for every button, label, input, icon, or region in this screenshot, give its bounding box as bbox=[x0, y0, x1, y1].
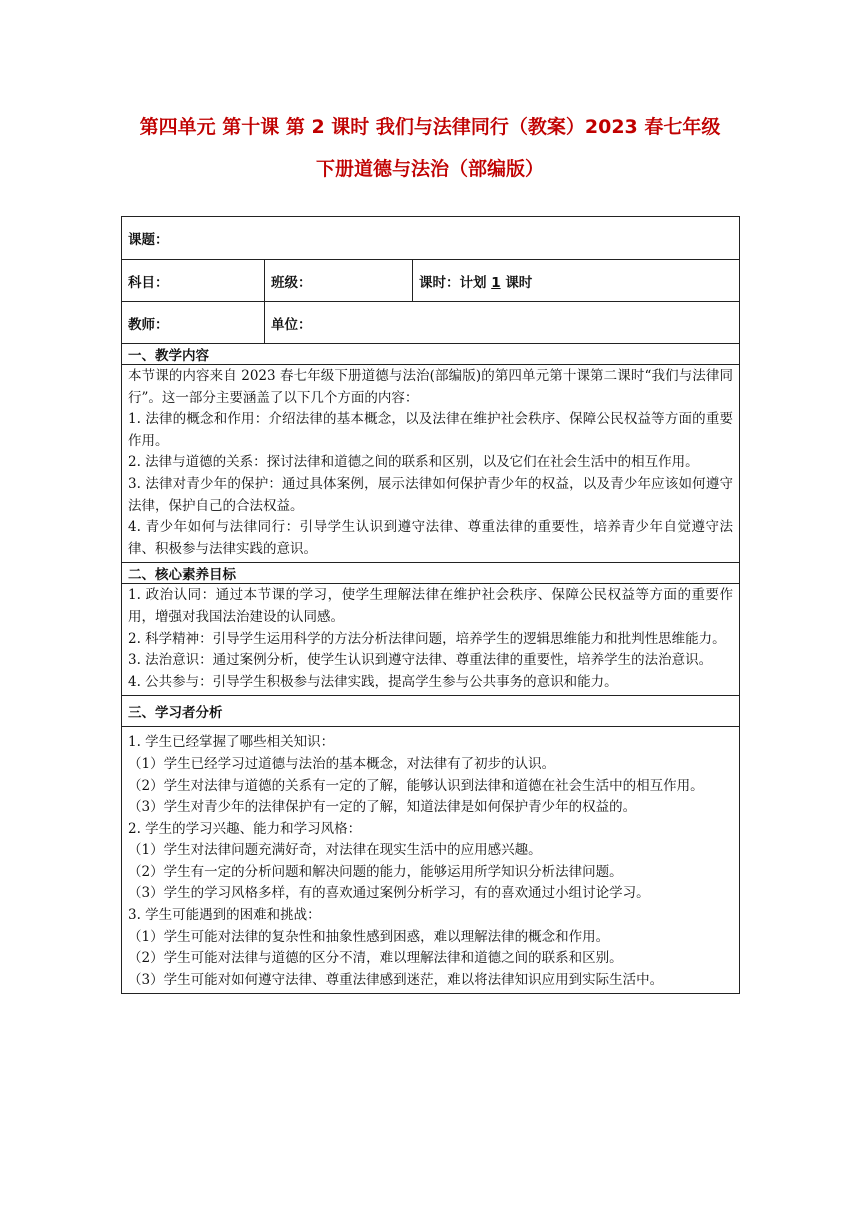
paragraph: 4. 青少年如何与法律同行：引导学生认识到遵守法律、尊重法律的重要性，培养青少年自觉遵守法律、积极参与法律实践的意识。 bbox=[128, 519, 734, 557]
document-title-line-2: 下册道德与法治（部编版） bbox=[315, 158, 544, 180]
unit-label: 单位： bbox=[265, 302, 740, 344]
section-body bbox=[122, 727, 740, 994]
paragraph: 2. 科学精神：引导学生运用科学的方法分析法律问题，培养学生的逻辑思维能力和批判性思维能力。 bbox=[128, 630, 726, 647]
paragraph: 3. 法治意识：通过案例分析，使学生认识到遵守法律、尊重法律的重要性，培养学生的法治意识。 bbox=[128, 652, 713, 669]
section-heading: 二、核心素养目标 bbox=[122, 563, 740, 584]
section-heading: 三、学习者分析 bbox=[122, 696, 740, 727]
paragraph: 2. 法律与道德的关系：探讨法律和道德之间的联系和区别，以及它们在社会生活中的相互作用。 bbox=[128, 454, 699, 471]
teacher-label: 教师： bbox=[122, 302, 265, 344]
section-3-body-row bbox=[122, 727, 740, 994]
subject-row bbox=[122, 260, 740, 302]
document-title-line-1: 第四单元 第十课 第 2 课时 我们与法律同行（教案）2023 春七年级 bbox=[139, 116, 721, 138]
paragraph: 3. 学生可能遇到的困难和挑战： bbox=[128, 907, 321, 924]
paragraph: （1）学生可能对法律的复杂性和抽象性感到困惑，难以理解法律的概念和作用。 bbox=[128, 928, 610, 945]
paragraph: 1. 法律的概念和作用：介绍法律的基本概念，以及法律在维护社会秩序、保障公民权益等方面的重要作用。 bbox=[128, 411, 734, 449]
paragraph: 1. 学生已经掌握了哪些相关知识： bbox=[128, 734, 335, 751]
paragraph: （3）学生的学习风格多样，有的喜欢通过案例分析学习，有的喜欢通过小组讨论学习。 bbox=[128, 885, 650, 902]
paragraph: 2. 学生的学习兴趣、能力和学习风格： bbox=[128, 820, 362, 837]
period-count: 1 bbox=[491, 274, 501, 291]
class-label: 班级： bbox=[265, 260, 413, 302]
paragraph: 1. 政治认同：通过本节课的学习，使学生理解法律在维护社会秩序、保障公民权益等方面的重要作用，增强对我国法治建设的认同感。 bbox=[128, 587, 734, 625]
period-prefix: 课时：计划 bbox=[419, 274, 487, 291]
section-1-body-row bbox=[122, 365, 740, 563]
lesson-plan-table bbox=[121, 216, 740, 994]
section-heading: 一、教学内容 bbox=[122, 344, 740, 365]
paragraph: （3）学生对青少年的法律保护有一定的了解，知道法律是如何保护青少年的权益的。 bbox=[128, 799, 637, 816]
topic-label: 课题： bbox=[122, 217, 740, 260]
paragraph: （2）学生有一定的分析问题和解决问题的能力，能够运用所学知识分析法律问题。 bbox=[128, 863, 623, 880]
section-3-heading-row bbox=[122, 696, 740, 727]
period-suffix: 课时 bbox=[505, 274, 533, 291]
paragraph: 4. 公共参与：引导学生积极参与法律实践，提高学生参与公共事务的意识和能力。 bbox=[128, 673, 618, 690]
section-2-body-row bbox=[122, 584, 740, 696]
paragraph: （2）学生可能对法律与道德的区分不清，难以理解法律和道德之间的联系和区别。 bbox=[128, 950, 623, 967]
section-body bbox=[122, 365, 740, 563]
teacher-row bbox=[122, 302, 740, 344]
section-2-heading-row bbox=[122, 563, 740, 584]
paragraph: 本节课的内容来自 2023 春七年级下册道德与法治(部编版)的第四单元第十课第二课时“我们与法律同行”。这一部分主要涵盖了以下几个方面的内容： bbox=[128, 368, 734, 406]
period-label bbox=[413, 260, 740, 302]
paragraph: （1）学生已经学习过道德与法治的基本概念，对法律有了初步的认识。 bbox=[128, 755, 556, 772]
topic-row bbox=[122, 217, 740, 260]
subject-label: 科目： bbox=[122, 260, 265, 302]
section-1-heading-row bbox=[122, 344, 740, 365]
paragraph: （2）学生对法律与道德的关系有一定的了解，能够认识到法律和道德在社会生活中的相互作用。 bbox=[128, 777, 704, 794]
paragraph: （1）学生对法律问题充满好奇，对法律在现实生活中的应用感兴趣。 bbox=[128, 842, 542, 859]
paragraph: 3. 法律对青少年的保护：通过具体案例，展示法律如何保护青少年的权益，以及青少年应该如何遵守法律，保护自己的合法权益。 bbox=[128, 475, 734, 514]
section-body bbox=[122, 584, 740, 696]
paragraph: （3）学生可能对如何遵守法律、尊重法律感到迷茫，难以将法律知识应用到实际生活中。 bbox=[128, 971, 664, 988]
